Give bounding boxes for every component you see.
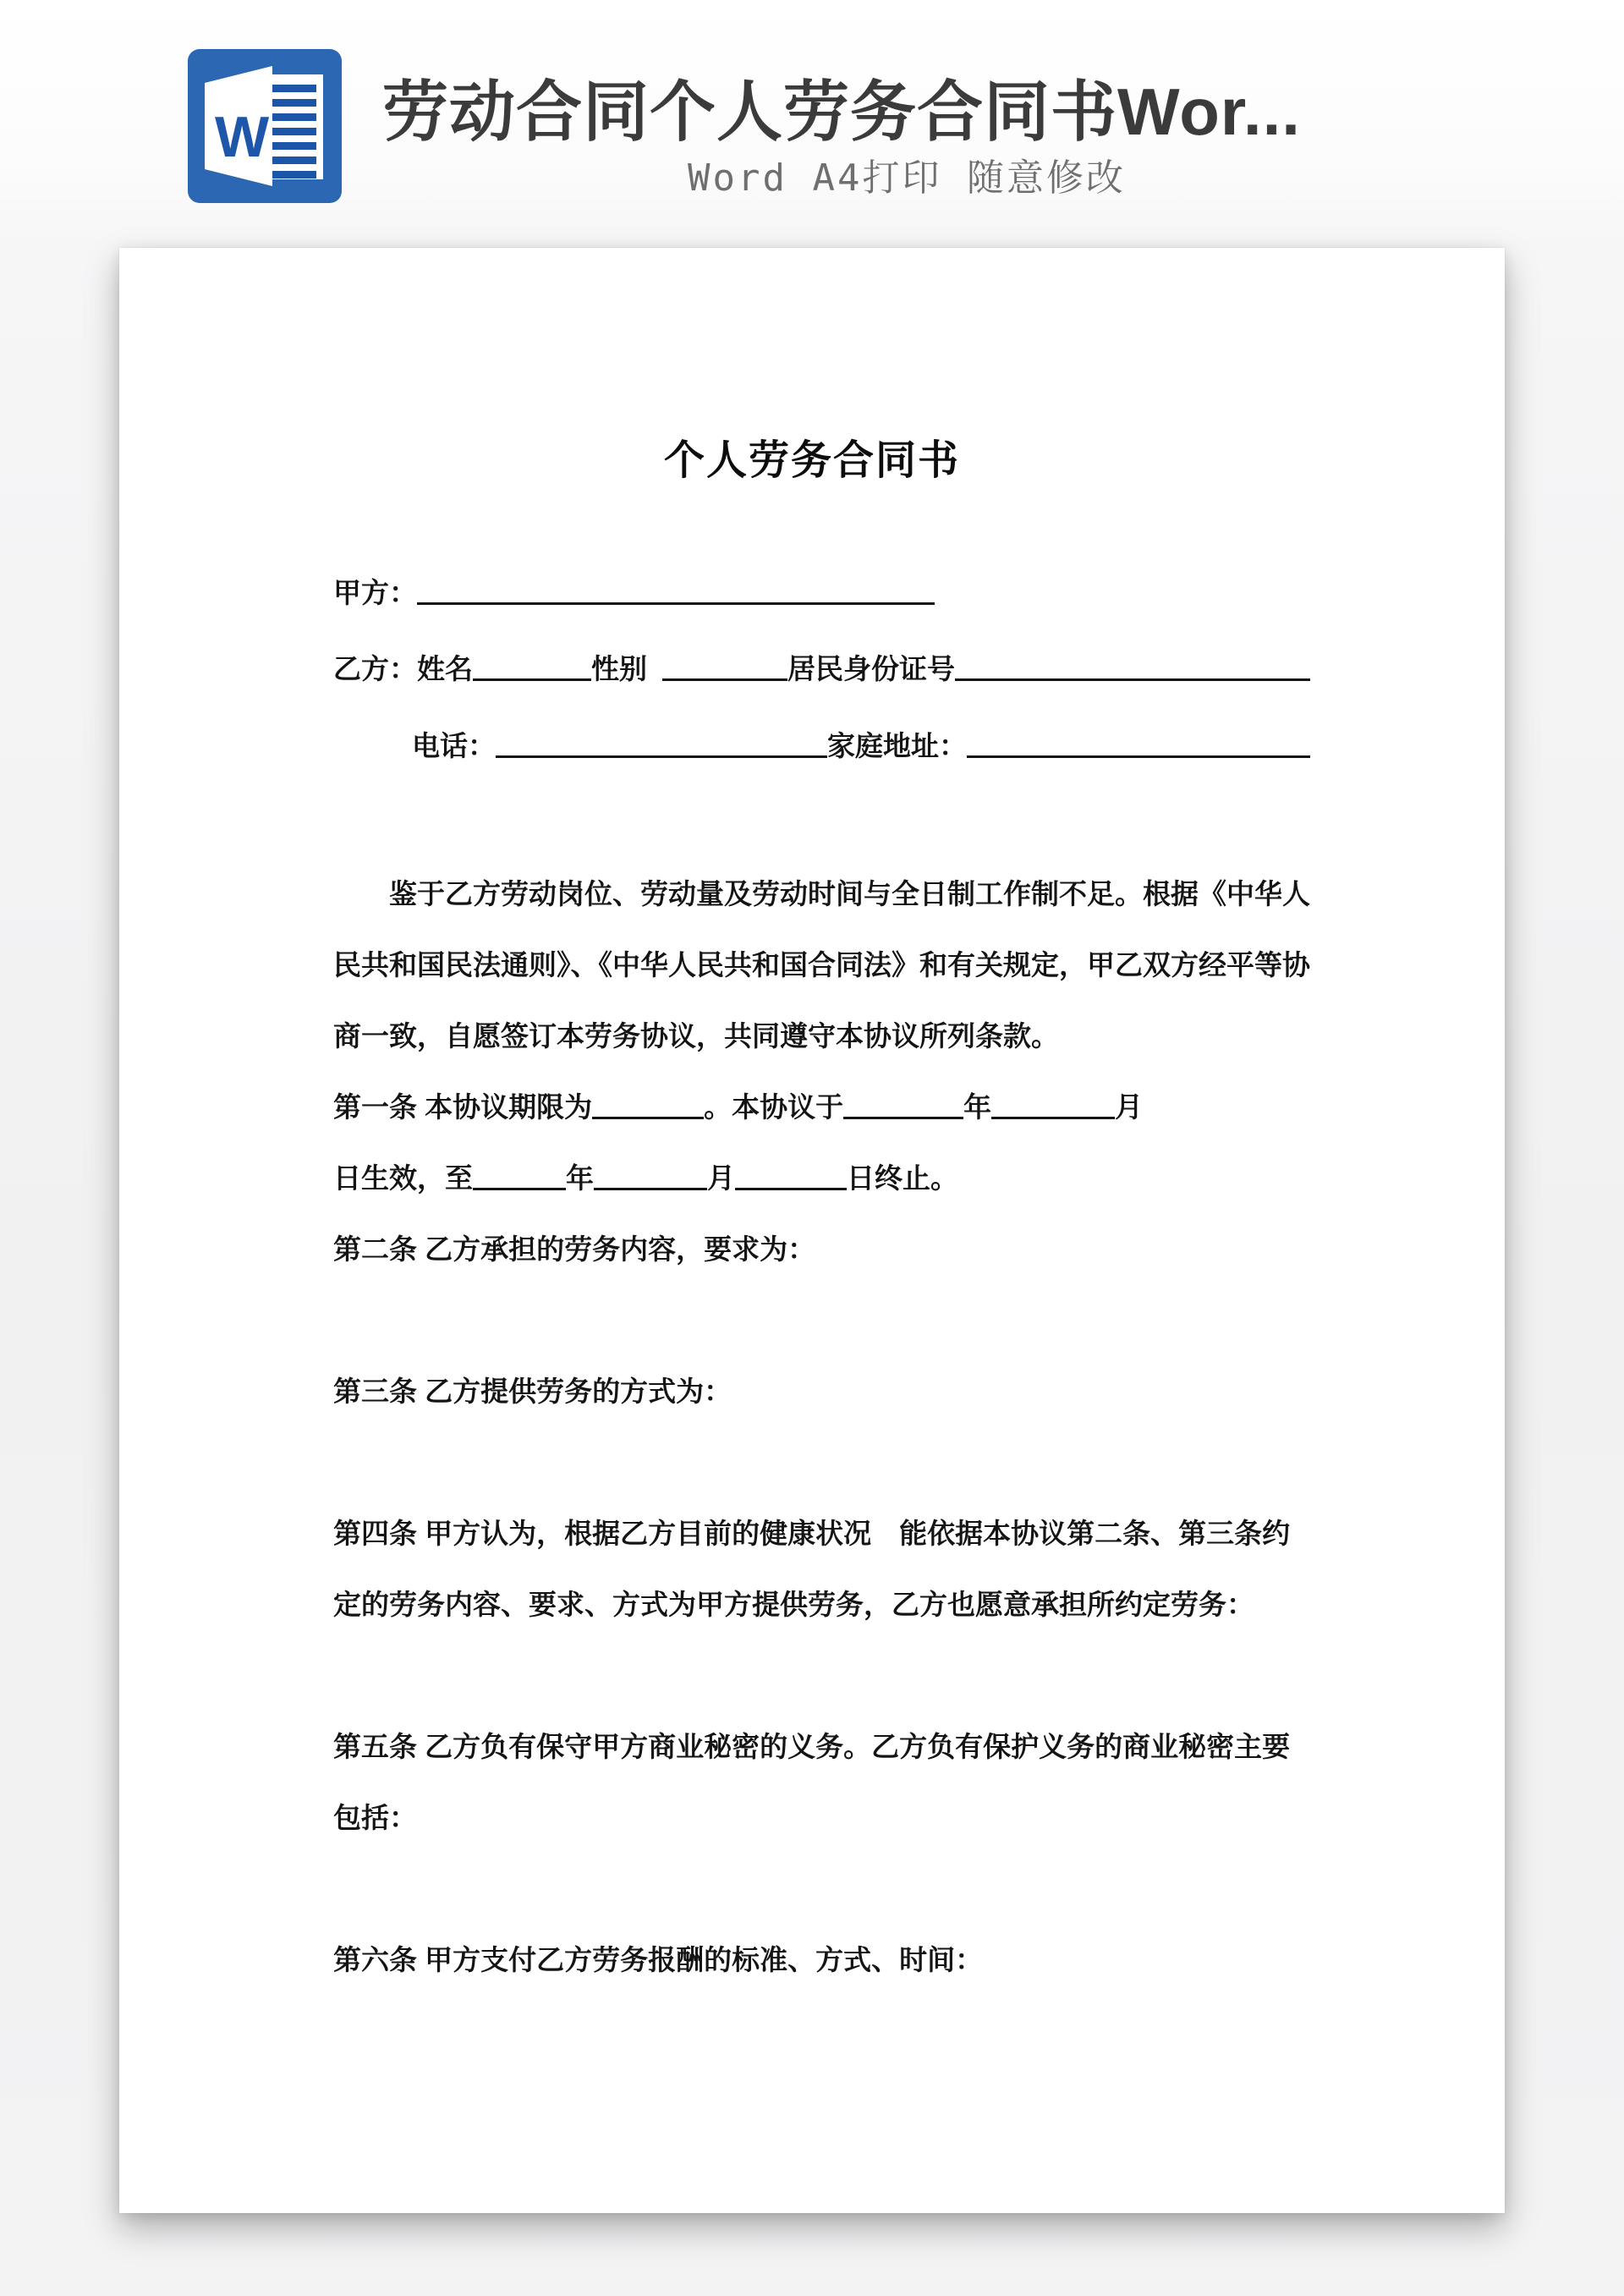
clause-5-line: 第五条 乙方负有保守甲方商业秘密的义务。乙方负有保护义务的商业秘密主要 — [333, 1731, 1291, 1762]
preamble-line: 民共和国民法通则》、《中华人民共和国合同法》和有关规定，甲乙双方经平等协 — [333, 949, 1310, 980]
clause-2-line: 第二条 乙方承担的劳务内容，要求为： — [333, 1233, 816, 1265]
clause-1-text: 第一条 本协议期限为 — [333, 1091, 593, 1123]
party-b-gender-blank-field — [662, 653, 787, 681]
year-label: 年 — [566, 1162, 594, 1194]
word-icon-letter: W — [215, 105, 270, 169]
party-b-gender-label: 性别 — [591, 653, 647, 684]
site-header — [0, 0, 1624, 248]
template-title-link[interactable]: 劳动合同个人劳务合同书Wor... — [382, 74, 1301, 149]
party-a-label: 甲方： — [333, 577, 417, 608]
month-label: 月 — [707, 1162, 735, 1194]
contract-body — [333, 859, 1314, 1996]
start-month-blank-field — [991, 1091, 1115, 1119]
party-a-blank-field — [417, 577, 935, 605]
clause-5-line: 包括： — [333, 1802, 417, 1833]
party-b-name-blank-field — [473, 653, 591, 681]
address-label: 家庭地址： — [827, 730, 967, 761]
phone-label: 电话： — [412, 730, 496, 761]
party-b-line — [333, 649, 1314, 689]
template-subtitle: Word A4打印 随意修改 — [688, 157, 1126, 200]
clause-3-line: 第三条 乙方提供劳务的方式为： — [333, 1376, 732, 1407]
clause-1-text: 日生效，至 — [333, 1162, 473, 1194]
document-page — [119, 248, 1505, 2213]
clause-6-line: 第六条 甲方支付乙方劳务报酬的标准、方式、时间： — [333, 1944, 984, 1975]
clause-1-text: 。本协议于 — [704, 1091, 844, 1123]
clause-4-line: 定的劳务内容、要求、方式为甲方提供劳务，乙方也愿意承担所约定劳务： — [333, 1589, 1254, 1620]
party-b-id-blank-field — [955, 653, 1310, 681]
month-label: 月 — [1115, 1091, 1144, 1123]
blank-line — [333, 1854, 1314, 1925]
party-b-id-label: 居民身份证号 — [787, 653, 955, 684]
clause-1-line-2 — [333, 1143, 1314, 1214]
blank-line — [333, 1640, 1314, 1711]
clause-1-text: 日终止。 — [847, 1162, 958, 1194]
end-month-blank-field — [594, 1162, 707, 1190]
contact-line — [333, 726, 1393, 766]
clause-1-line-1 — [333, 1072, 1314, 1143]
preamble-line: 商一致，自愿签订本劳务协议，共同遵守本协议所列条款。 — [333, 1020, 1059, 1052]
phone-blank-field — [496, 730, 827, 758]
end-day-blank-field — [735, 1162, 847, 1190]
party-b-name-label: 乙方：姓名 — [333, 653, 473, 684]
year-label: 年 — [963, 1091, 992, 1123]
word-icon — [188, 49, 342, 203]
end-year-blank-field — [473, 1162, 566, 1190]
party-a-line — [333, 573, 1314, 613]
document-title: 个人劳务合同书 — [663, 438, 960, 483]
preamble-line: 鉴于乙方劳动岗位、劳动量及劳动时间与全日制工作制不足。根据《中华人 — [389, 878, 1310, 909]
address-blank-field — [967, 730, 1310, 758]
blank-line — [333, 1285, 1314, 1356]
clause-4-line: 第四条 甲方认为，根据乙方目前的健康状况 能依据本协议第二条、第三条约 — [333, 1518, 1291, 1549]
start-year-blank-field — [843, 1091, 963, 1119]
blank-line — [333, 1427, 1314, 1498]
term-blank-field — [592, 1091, 704, 1119]
